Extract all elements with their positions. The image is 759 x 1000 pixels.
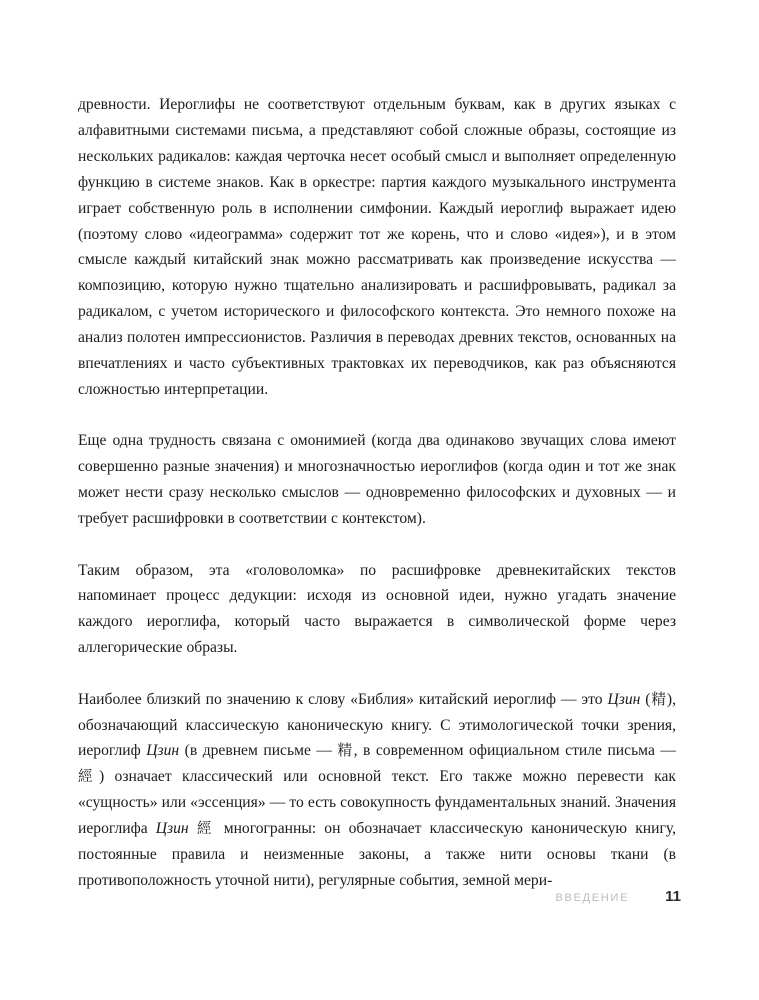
- han-character-3: 經: [78, 768, 99, 786]
- term-jing-1: Цзин: [607, 690, 641, 708]
- paragraph-4: [78, 687, 676, 894]
- paragraph-2-text: Еще одна трудность связана с омонимией (когда два одинаково звучащих слова имеют совершенно разные значения) и многозначностью иероглифов (когда один и тот же знак может нести сразу несколько смыслов — одновременно философских и духовных — и требует расшифровки в соответствии с контекстом).: [78, 432, 676, 528]
- page-number: 11: [665, 888, 681, 905]
- paragraph-3-text: Таким образом, эта «головоломка» по расшифровке древнекитайских текстов напоминает процесс дедукции: исходя из основной идеи, нужно угадать значение каждого иероглифа, который часто выражается в символической форме через аллегорические образы.: [78, 561, 676, 657]
- running-head: ВВЕДЕНИЕ: [555, 892, 630, 904]
- term-jing-3: Цзин: [155, 820, 189, 838]
- paragraph-3: [78, 558, 676, 662]
- paragraph-1: [78, 92, 676, 403]
- text-column: [78, 92, 676, 894]
- han-character-4: 經: [196, 820, 216, 838]
- paragraph-4-segment-4: (в древнем письме —: [179, 742, 338, 760]
- paragraph-4-segment-5: , в современном официальном стиле письма —: [353, 742, 676, 760]
- page-footer: [78, 888, 681, 914]
- paragraph-4-segment-8: многогранны: он обозначает классическую каноническую книгу, постоянные правила и неизменные законы, а также нити основы ткани (в противоположность уточной нити), регулярные события, земной мери-: [78, 820, 676, 889]
- term-jing-2: Цзин: [146, 742, 180, 760]
- paragraph-4-segment-1: Наиболее близкий по значению к слову «Библия» китайский иероглиф — это: [78, 690, 608, 708]
- han-character-2: 精: [337, 742, 354, 760]
- han-character-1: 精: [650, 690, 667, 708]
- paragraph-4-segment-7: [189, 820, 197, 837]
- paragraph-2: [78, 428, 676, 532]
- paragraph-1-text: древности. Иероглифы не соответствуют отдельным буквам, как в других языках с алфавитными системами письма, а представляют собой сложные образы, состоящие из нескольких радикалов: каждая черточка несет особый смысл и выполняет определенную функцию в системе знаков. Как в оркестре: партия каждого музыкального инструмента играет собственную роль в исполнении симфонии. Каждый иероглиф выражает идею (поэтому слово «идеограмма» содержит тот же корень, что и слово «идея»), и в этом смысле каждый китайский знак можно рассматривать как произведение искусства — композицию, которую нужно тщательно анализировать и расшифровывать, радикал за радикалом, с учетом исторического и философского контекста. Это немного похоже на анализ полотен импрессионистов. Различия в переводах древних текстов, основанных на впечатлениях и часто субъективных трактовках их переводчиков, как раз объясняются сложностью интерпретации.: [78, 96, 676, 398]
- paragraph-4-segment-2: (: [640, 690, 651, 708]
- paragraph-4-segment-6: ) означает классический или основной текст. Его также можно перевести как «сущность» или «эссенция» — то есть совокупность фундаментальных знаний. Значения иероглифа: [78, 768, 676, 838]
- paragraph-4-segment-3: ), обозначающий классическую каноническую книгу. С этимологической точки зрения, иероглиф: [78, 690, 676, 760]
